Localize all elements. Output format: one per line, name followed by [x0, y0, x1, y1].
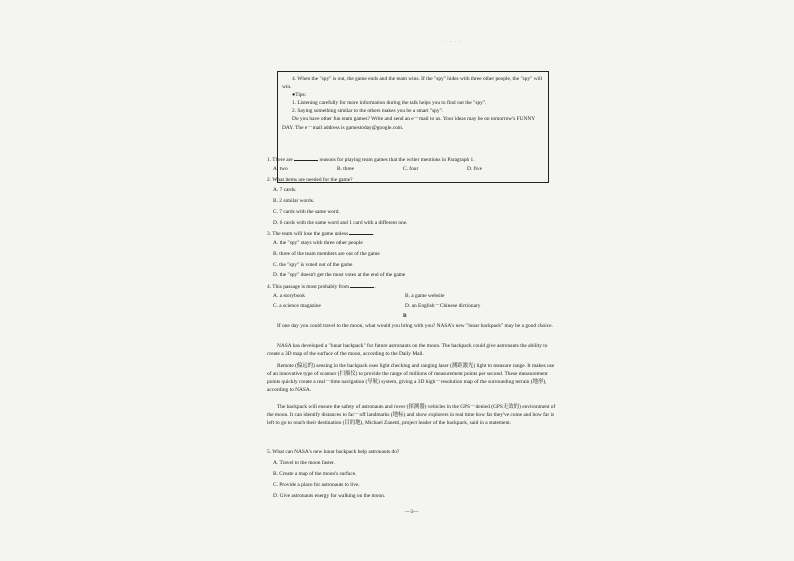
- question-1: [267, 155, 552, 164]
- q2-option-a: A. 7 cards.: [273, 187, 297, 193]
- passage-b-paragraph-1: If one day you could travel to the moon, what would you bring with you? NASA's new "lunar backpack" may be a good choice.: [277, 323, 553, 329]
- q2-option-d: D. 6 cards with the same word and 1 card with a different one.: [273, 220, 408, 226]
- passage-b-paragraph-3: Remote (偏远的) sensing in the backpack uses light checking and ranging laser (测距激光) light to measure range. It makes use of an innovative type of scanner (扫描仪) to provide the range of millions of measurement points per second. These measurement points quickly create a real－time navigation (导航) system, giving a 3D high－resolution map of the surrounding terrain (地形), according to NASA.: [267, 363, 555, 394]
- page-header-mark: · · · ·: [445, 40, 463, 45]
- tips-label: ●Tips:: [292, 92, 307, 99]
- q3-option-d: D. the "spy" doesn't get the most votes at the end of the game: [273, 272, 406, 278]
- q5-option-a: A. Travel to the moon faster.: [273, 460, 335, 466]
- question-1-stem-a: 1. There are: [267, 157, 293, 163]
- q2-option-c: C. 7 cards with the same word.: [273, 209, 340, 215]
- q1-option-c: C. four: [403, 166, 419, 172]
- q5-option-c: C. Provide a place for astronauts to live.: [273, 482, 360, 488]
- question-3: 3. The team will lose the game unless .: [267, 231, 375, 237]
- question-1-stem-b: reasons for playing team games that the writer mentions in Paragraph 1.: [319, 157, 475, 163]
- q3-option-a: A. the "spy" stays with three other people: [273, 240, 363, 246]
- answer-blank: [350, 282, 374, 288]
- tip-1: 1. Listening carefully for more information during the talk helps you to find out the "spy".: [292, 100, 487, 107]
- box-closing: Do you have other fun team games? Write and send an e－mail to us. Your ideas may be on tomorrow's FUNNY DAY. The e－mail address is gamestoday@google.com.: [282, 116, 535, 131]
- q4-option-a: A. a storybook: [273, 293, 305, 299]
- question-4: 4. This passage is most probably from .: [267, 284, 376, 290]
- q4-option-b: B. a game website: [405, 293, 445, 299]
- answer-blank: [349, 229, 373, 235]
- passage-b-paragraph-4: The backpack will ensure the safety of astronauts and rover (探测器) vehicles in the GPS－denied (GPS无效的) environment of the moon. It can identify distances to far－off landmarks (地标) and show explorers in real time how far they've come and how far is left to go to reach their destination (目的地), Michael Zanetti, project leader of the backpack, said in a statement.: [267, 404, 556, 427]
- passage-b-paragraph-2: NASA has developed a "lunar backpack" for future astronauts on the moon. The backpack could give astronauts the ability to create a 3D map of the surface of the moon, according to the Daily Mail.: [267, 343, 548, 358]
- q4-option-c: C. a science magazine: [273, 303, 321, 309]
- q3-option-c: C. the "spy" is voted out of the game: [273, 262, 353, 268]
- q1-option-a: A. two: [273, 166, 288, 172]
- q5-option-b: B. Create a map of the moon's surface.: [273, 471, 357, 477]
- tip-2: 2. Saying something similar to the others makes you be a smart "spy".: [292, 108, 444, 115]
- q5-option-d: D. Give astronauts energy for walking on the moon.: [273, 493, 386, 499]
- q3-option-b: B. three of the team members are out of the game: [273, 251, 380, 257]
- q1-option-d: D. five: [467, 166, 482, 172]
- q2-option-b: B. 2 similar words.: [273, 198, 315, 204]
- question-4-stem: 4. This passage is most probably from: [267, 284, 350, 290]
- rule-4: 4. When the "spy" is out, the game ends and the team wins. If the "spy" hides with three other people, the "spy" will win.: [282, 76, 543, 91]
- question-3-stem: 3. The team will lose the game unless: [267, 231, 349, 237]
- section-b-heading: B: [403, 313, 407, 319]
- q1-option-b: B. three: [337, 166, 355, 172]
- answer-blank: [294, 155, 318, 161]
- question-5: 5. What can NASA's new lunar backpack help astronauts do?: [267, 449, 400, 455]
- exam-page: [255, 30, 556, 530]
- question-2: 2. What items are needed for the game?: [267, 177, 353, 183]
- q4-option-d: D. an English－Chinese dictionary: [405, 303, 481, 309]
- page-number: —3—: [405, 509, 419, 515]
